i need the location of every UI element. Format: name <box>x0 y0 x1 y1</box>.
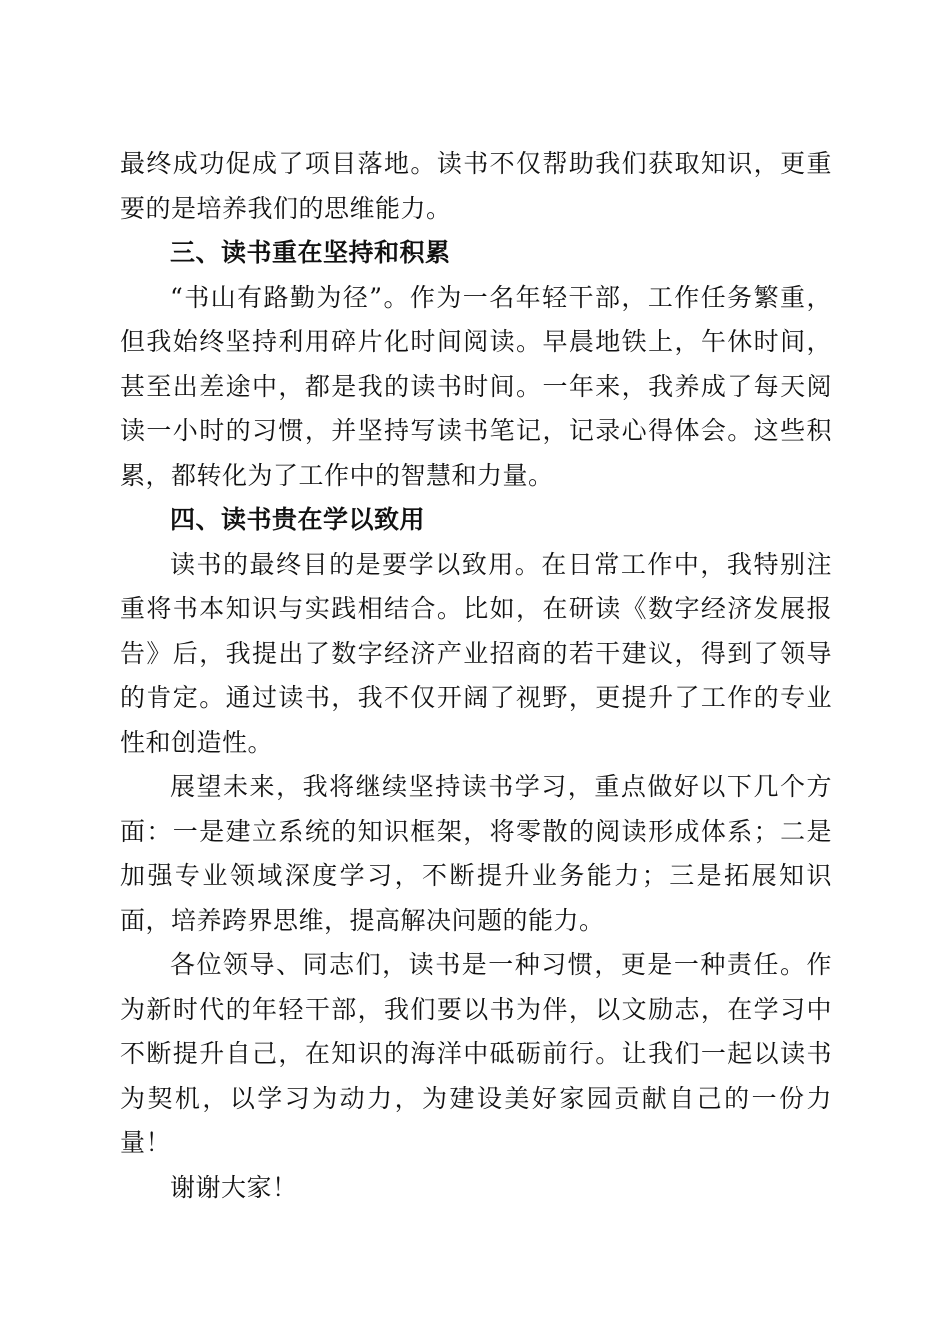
paragraph-continuation: 最终成功促成了项目落地。读书不仅帮助我们获取知识，更重要的是培养我们的思维能力。 <box>120 149 832 223</box>
paragraph-application: 读书的最终目的是要学以致用。在日常工作中，我特别注重将书本知识与实践相结合。比如，在研读《数字经济发展报告》后，我提出了数字经济产业招商的若干建议，得到了领导的肯定。通过读书，我不仅开阔了视野，更提升了工作的专业性和创造性。 <box>120 549 832 757</box>
paragraph-outlook: 展望未来，我将继续坚持读书学习，重点做好以下几个方面：一是建立系统的知识框架，将零散的阅读形成体系；二是加强专业领域深度学习，不断提升业务能力；三是拓展知识面，培养跨界思维，提高解决问题的能力。 <box>120 772 832 935</box>
paragraph-closing: 各位领导、同志们，读书是一种习惯，更是一种责任。作为新时代的年轻干部，我们要以书为伴，以文励志，在学习中不断提升自己，在知识的海洋中砥砺前行。让我们一起以读书为契机，以学习为动力，为建设美好家园贡献自己的一份力量！ <box>120 950 832 1157</box>
paragraph-persistence: “书山有路勤为径”。作为一名年轻干部，工作任务繁重，但我始终坚持利用碎片化时间阅读。早晨地铁上，午休时间，甚至出差途中，都是我的读书时间。一年来，我养成了每天阅读一小时的习惯，并坚持写读书笔记，记录心得体会。这些积累，都转化为了工作中的智慧和力量。 <box>120 282 832 490</box>
paragraph-thanks: 谢谢大家！ <box>170 1172 298 1202</box>
section-heading-4: 四、读书贵在学以致用 <box>170 505 426 534</box>
section-heading-3: 三、读书重在坚持和积累 <box>170 238 451 267</box>
document-body <box>120 142 832 1210</box>
